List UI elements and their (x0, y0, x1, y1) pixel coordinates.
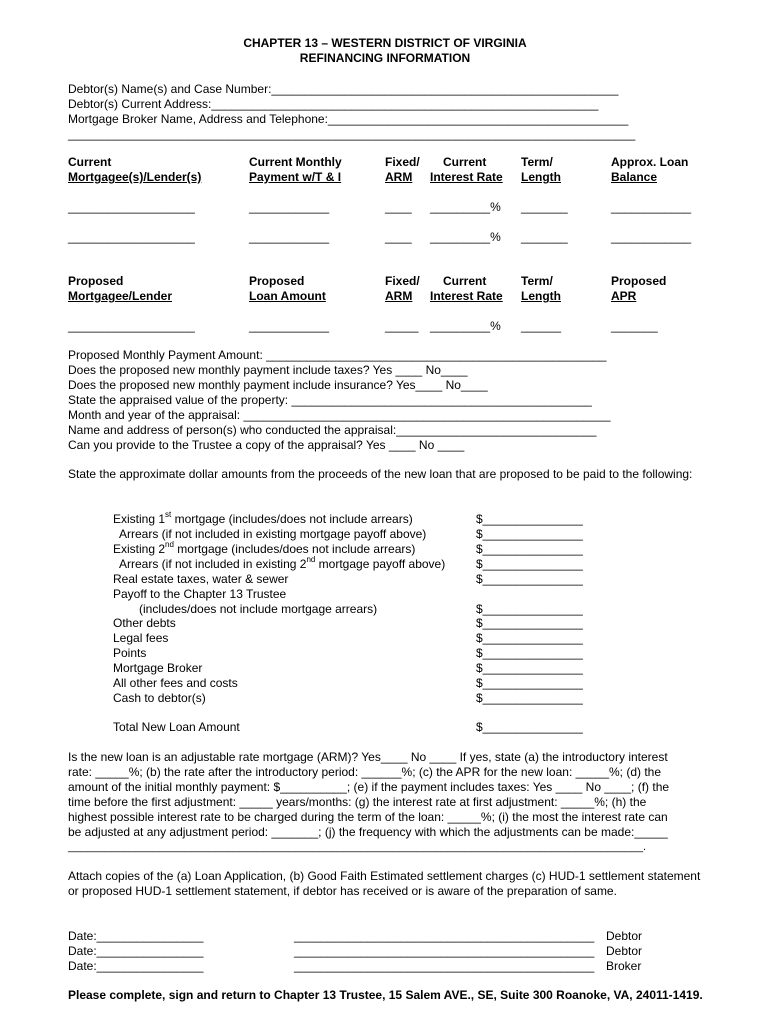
col-header-proposed-fixed-arm: Fixed/ (385, 274, 420, 288)
amount-field[interactable]: $_______________ (476, 691, 583, 705)
amount-field[interactable]: $_______________ (476, 527, 583, 541)
col-header-current-lender-sub: Mortgagee(s)/Lender(s) (68, 170, 202, 184)
col-header-proposed-fixed-arm-sub: ARM (385, 289, 413, 303)
signature-line[interactable]: _____________________________________________ (294, 959, 595, 973)
appraisal-date-question[interactable]: Month and year of the appraisal: _______________________________________________________ (68, 408, 611, 422)
appraised-value-question[interactable]: State the appraised value of the property: _____________________________________________ (68, 393, 592, 407)
proceeds-item-legal-fees: Legal fees (113, 631, 169, 645)
arm-line[interactable]: time before the first adjustment: _____ years/months: (g) the interest rate at first adjustment: _____%; (h) the (68, 795, 647, 809)
insurance-question[interactable]: Does the proposed new monthly payment include insurance? Yes____ No____ (68, 378, 488, 392)
col-header-loan-amount: Proposed (249, 274, 305, 288)
current-row-2-balance[interactable]: ____________ (611, 230, 692, 244)
proposed-row-lender[interactable]: ___________________ (68, 319, 195, 333)
current-row-2-arm[interactable]: ____ (385, 230, 412, 244)
arm-line[interactable]: amount of the initial monthly payment: $__________; (e) if the payment includes taxes: Yes ____ No ____; (f) the (68, 780, 670, 794)
signature-role: Broker (606, 959, 642, 973)
current-row-2-term[interactable]: _______ (521, 230, 568, 244)
proceeds-item-cash: Cash to debtor(s) (113, 691, 206, 705)
amount-field[interactable]: $_______________ (476, 557, 583, 571)
appraiser-question[interactable]: Name and address of person(s) who conducted the appraisal:______________________________ (68, 423, 597, 437)
col-header-interest-rate: Current (443, 155, 487, 169)
current-row-2-rate[interactable]: _________% (430, 230, 501, 244)
proceeds-item-broker: Mortgage Broker (113, 661, 203, 675)
appraisal-copy-question[interactable]: Can you provide to the Trustee a copy of the appraisal? Yes ____ No ____ (68, 438, 465, 452)
date-field[interactable]: Date:________________ (68, 944, 204, 958)
proceeds-item-other-fees: All other fees and costs (113, 676, 238, 690)
monthly-payment-question[interactable]: Proposed Monthly Payment Amount: ___________________________________________________ (68, 348, 607, 362)
proposed-row-term[interactable]: ______ (521, 319, 562, 333)
col-header-proposed-term: Term/ (521, 274, 553, 288)
proceeds-item-first-arrears: Arrears (if not included in existing mortgage payoff above) (113, 527, 427, 541)
amount-field[interactable]: $_______________ (476, 646, 583, 660)
amount-field[interactable]: $_______________ (476, 542, 583, 556)
current-row-1-term[interactable]: _______ (521, 200, 568, 214)
proceeds-item-taxes: Real estate taxes, water & sewer (113, 572, 289, 586)
signature-line[interactable]: _____________________________________________ (294, 929, 595, 943)
col-header-balance-sub: Balance (611, 170, 658, 184)
col-header-proposed-rate: Current (443, 274, 487, 288)
arm-line[interactable]: ______________________________________________________________________________________________. (68, 841, 647, 853)
broker-info-continuation[interactable]: _____________________________________________________________________________________ (68, 127, 636, 141)
col-header-interest-rate-sub: Interest Rate (430, 170, 503, 184)
proposed-row-amount[interactable]: ____________ (249, 319, 330, 333)
date-field[interactable]: Date:________________ (68, 959, 204, 973)
proceeds-item-other-debts: Other debts (113, 616, 176, 630)
col-header-current-lender: Current (68, 155, 112, 169)
current-row-2-lender[interactable]: ___________________ (68, 230, 195, 244)
col-header-monthly-payment: Current Monthly (249, 155, 342, 169)
amount-field[interactable]: $_______________ (476, 602, 583, 616)
col-header-proposed-apr: Proposed (611, 274, 667, 288)
arm-line[interactable]: be adjusted at any adjustment period: _______; (j) the frequency with which the adjustments can be made:_____ (68, 825, 668, 839)
return-instructions: Please complete, sign and return to Chapter 13 Trustee, 15 Salem AVE., SE, Suite 300 Roanoke, VA, 24011-1419. (68, 988, 703, 1002)
amount-field[interactable]: $_______________ (476, 572, 583, 586)
col-header-proposed-apr-sub: APR (611, 289, 637, 303)
col-header-term: Term/ (521, 155, 553, 169)
signature-role: Debtor (606, 944, 643, 958)
proposed-row-apr[interactable]: _______ (611, 319, 658, 333)
total-amount-field[interactable]: $_______________ (476, 720, 583, 734)
proposed-row-rate[interactable]: _________% (430, 319, 501, 333)
signature-line[interactable]: _____________________________________________ (294, 944, 595, 958)
amount-field[interactable]: $_______________ (476, 661, 583, 675)
signature-role: Debtor (606, 929, 643, 943)
proceeds-item-second-mortgage: Existing 2nd mortgage (includes/does not include arrears) (113, 540, 416, 556)
broker-info-field[interactable]: Mortgage Broker Name, Address and Telephone:_____________________________________________ (68, 112, 629, 126)
arm-line[interactable]: rate: _____%; (b) the rate after the introductory period: ______%; (c) the APR for the new loan: _____%; (d) the (68, 765, 662, 779)
proceeds-item-trustee: Payoff to the Chapter 13 Trustee (113, 587, 287, 601)
amount-field[interactable]: $_______________ (476, 512, 583, 526)
arm-line[interactable]: Is the new loan is an adjustable rate mortgage (ARM)? Yes____ No ____ If yes, state (a) the introductory interest (68, 750, 668, 764)
proceeds-item-first-mortgage: Existing 1st mortgage (includes/does not include arrears) (113, 510, 413, 526)
attach-instructions: Attach copies of the (a) Loan Application, (b) Good Faith Estimated settlement charges (c) HUD-1 settlement statement or proposed HUD-1 settlement statement, if debtor has received or is aware of the preparation of same. (68, 869, 701, 898)
current-row-1-balance[interactable]: ____________ (611, 200, 692, 214)
amount-field[interactable]: $_______________ (476, 631, 583, 645)
date-field[interactable]: Date:________________ (68, 929, 204, 943)
form-title: CHAPTER 13 – WESTERN DISTRICT OF VIRGINIA (243, 36, 527, 50)
current-row-1-payment[interactable]: ____________ (249, 200, 330, 214)
form-subtitle: REFINANCING INFORMATION (299, 51, 471, 65)
col-header-fixed-arm: Fixed/ (385, 155, 420, 169)
current-row-1-arm[interactable]: ____ (385, 200, 412, 214)
taxes-question[interactable]: Does the proposed new monthly payment include taxes? Yes ____ No____ (68, 363, 468, 377)
current-row-1-lender[interactable]: ___________________ (68, 200, 195, 214)
col-header-loan-amount-sub: Loan Amount (249, 289, 326, 303)
proceeds-item-second-arrears: Arrears (if not included in existing 2nd mortgage payoff above) (113, 555, 446, 571)
col-header-monthly-payment-sub: Payment w/T & I (249, 170, 342, 184)
proceeds-item-total: Total New Loan Amount (113, 720, 240, 734)
amount-field[interactable]: $_______________ (476, 616, 583, 630)
col-header-proposed-lender-sub: Mortgagee/Lender (68, 289, 173, 303)
col-header-proposed-rate-sub: Interest Rate (430, 289, 503, 303)
current-row-1-rate[interactable]: _________% (430, 200, 501, 214)
col-header-term-sub: Length (521, 170, 561, 184)
proposed-row-arm[interactable]: _____ (385, 319, 419, 333)
col-header-proposed-lender: Proposed (68, 274, 124, 288)
debtor-address-field[interactable]: Debtor(s) Current Address:__________________________________________________________ (68, 97, 599, 111)
current-row-2-payment[interactable]: ____________ (249, 230, 330, 244)
proceeds-item-trustee-note: (includes/does not include mortgage arrears) (139, 602, 378, 616)
amount-field[interactable]: $_______________ (476, 676, 583, 690)
arm-line[interactable]: highest possible interest rate to be charged during the term of the loan: _____%; (i) the most the interest rate can (68, 810, 668, 824)
col-header-fixed-arm-sub: ARM (385, 170, 413, 184)
debtor-name-field[interactable]: Debtor(s) Name(s) and Case Number:____________________________________________________ (68, 82, 619, 96)
proceeds-item-points: Points (113, 646, 147, 660)
col-header-proposed-term-sub: Length (521, 289, 561, 303)
proceeds-intro: State the approximate dollar amounts from the proceeds of the new loan that are proposed to be paid to the following: (68, 467, 693, 481)
col-header-balance: Approx. Loan (611, 155, 689, 169)
